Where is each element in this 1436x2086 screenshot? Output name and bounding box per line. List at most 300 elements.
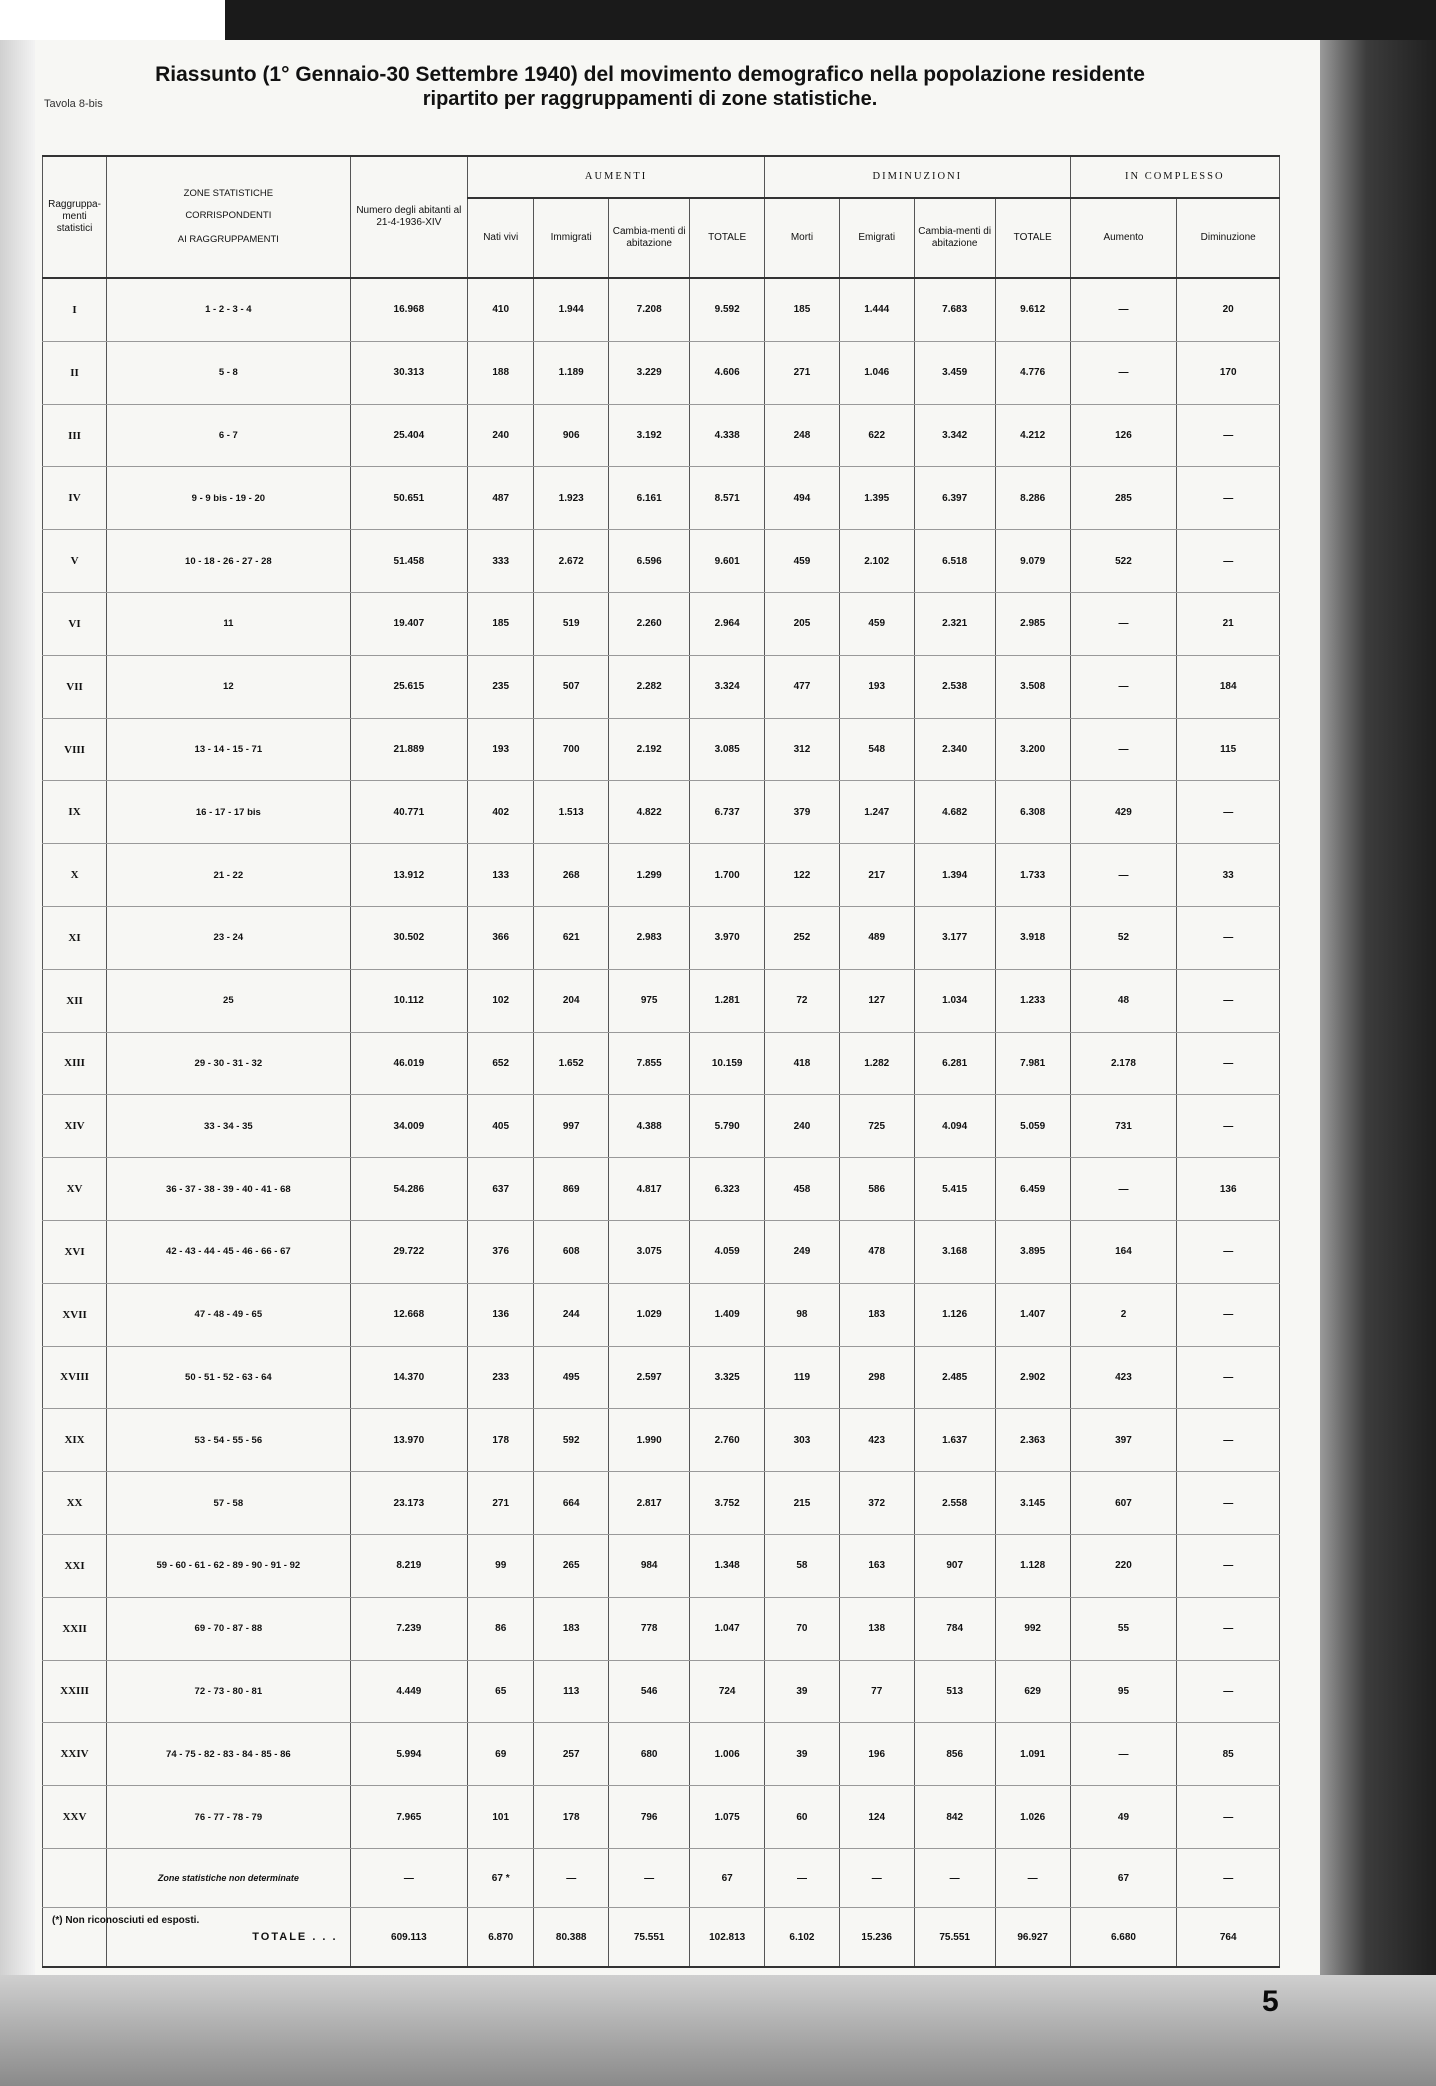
cell-totale-diminuzioni: 6.308 [995,781,1070,844]
cell-raggruppamento: XIII [43,1032,107,1095]
cell-zone: 6 - 7 [107,404,351,467]
cell-zone: 74 - 75 - 82 - 83 - 84 - 85 - 86 [107,1723,351,1786]
cell-aumento: 2.178 [1070,1032,1177,1095]
cell-cambiamenti-diminuzioni: 6.397 [914,467,995,530]
cell-diminuzione: — [1177,1534,1280,1597]
table-row [43,467,1280,530]
header-aumento: Aumento [1070,198,1177,278]
cell-nati-vivi: 333 [468,530,534,593]
table-row [43,718,1280,781]
cell-raggruppamento: XXII [43,1597,107,1660]
cell-raggruppamento: XII [43,969,107,1032]
cell-emigrati: 1.444 [839,278,914,341]
cell-cambiamenti-diminuzioni: 2.321 [914,593,995,656]
cell-diminuzione: 85 [1177,1723,1280,1786]
cell-abitanti: 25.615 [350,655,467,718]
cell-aumento: 423 [1070,1346,1177,1409]
cell-abitanti: 609.113 [350,1908,467,1968]
cell-abitanti: 25.404 [350,404,467,467]
cell-immigrati: 1.652 [534,1032,609,1095]
cell-zone: 69 - 70 - 87 - 88 [107,1597,351,1660]
cell-raggruppamento: I [43,278,107,341]
cell-cambiamenti-aumenti: — [609,1849,690,1908]
cell-diminuzione: 20 [1177,278,1280,341]
cell-zone: 76 - 77 - 78 - 79 [107,1786,351,1849]
cell-totale-aumenti: 3.324 [690,655,765,718]
cell-diminuzione: — [1177,1095,1280,1158]
cell-totale-aumenti: 9.592 [690,278,765,341]
cell-zone: 50 - 51 - 52 - 63 - 64 [107,1346,351,1409]
cell-aumento: — [1070,844,1177,907]
cell-raggruppamento: XVII [43,1283,107,1346]
cell-cambiamenti-diminuzioni: 3.177 [914,907,995,970]
cell-morti: 6.102 [765,1908,840,1968]
cell-emigrati: 548 [839,718,914,781]
header-diminuzione: Diminuzione [1177,198,1280,278]
cell-emigrati: 15.236 [839,1908,914,1968]
cell-totale-diminuzioni: 2.985 [995,593,1070,656]
table-row [43,1220,1280,1283]
table-row [43,404,1280,467]
cell-nati-vivi: 102 [468,969,534,1032]
cell-emigrati: 372 [839,1472,914,1535]
cell-raggruppamento: VIII [43,718,107,781]
header-cambiamenti-diminuzioni: Cambia-menti di abitazione [914,198,995,278]
header-raggruppamenti: Raggruppa-menti statistici [43,156,107,278]
cell-totale-diminuzioni: 992 [995,1597,1070,1660]
cell-raggruppamento: V [43,530,107,593]
table-row [43,1032,1280,1095]
cell-morti: 185 [765,278,840,341]
cell-morti: 240 [765,1095,840,1158]
cell-morti: 459 [765,530,840,593]
cell-aumento: 164 [1070,1220,1177,1283]
cell-cambiamenti-diminuzioni: 784 [914,1597,995,1660]
cell-immigrati: 869 [534,1158,609,1221]
cell-cambiamenti-diminuzioni: 6.281 [914,1032,995,1095]
cell-cambiamenti-aumenti: 1.990 [609,1409,690,1472]
cell-nati-vivi: 65 [468,1660,534,1723]
cell-emigrati: 1.247 [839,781,914,844]
cell-raggruppamento: XVIII [43,1346,107,1409]
cell-totale-aumenti: 3.085 [690,718,765,781]
cell-aumento: 522 [1070,530,1177,593]
cell-nati-vivi: 193 [468,718,534,781]
cell-cambiamenti-diminuzioni: 2.485 [914,1346,995,1409]
left-margin [0,40,35,2086]
cell-emigrati: 124 [839,1786,914,1849]
cell-immigrati: — [534,1849,609,1908]
cell-totale-aumenti: 4.606 [690,341,765,404]
cell-nati-vivi: 185 [468,593,534,656]
cell-aumento: 55 [1070,1597,1177,1660]
cell-emigrati: 1.282 [839,1032,914,1095]
cell-immigrati: 1.189 [534,341,609,404]
cell-immigrati: 80.388 [534,1908,609,1968]
cell-abitanti: — [350,1849,467,1908]
cell-aumento: — [1070,1723,1177,1786]
cell-cambiamenti-aumenti: 4.822 [609,781,690,844]
cell-totale-aumenti: 3.752 [690,1472,765,1535]
table-row [43,341,1280,404]
cell-zone: 10 - 18 - 26 - 27 - 28 [107,530,351,593]
table-row [43,593,1280,656]
cell-zone: 1 - 2 - 3 - 4 [107,278,351,341]
cell-aumento: 49 [1070,1786,1177,1849]
cell-nati-vivi: 487 [468,467,534,530]
cell-totale-diminuzioni: 6.459 [995,1158,1070,1221]
cell-emigrati: 196 [839,1723,914,1786]
cell-totale-diminuzioni: 1.733 [995,844,1070,907]
cell-totale-diminuzioni: 1.091 [995,1723,1070,1786]
cell-totale-aumenti: 1.281 [690,969,765,1032]
table-row [43,1472,1280,1535]
cell-cambiamenti-aumenti: 75.551 [609,1908,690,1968]
cell-abitanti: 13.912 [350,844,467,907]
cell-aumento: — [1070,1158,1177,1221]
cell-diminuzione: 136 [1177,1158,1280,1221]
cell-totale-diminuzioni: 4.212 [995,404,1070,467]
cell-cambiamenti-diminuzioni: 1.637 [914,1409,995,1472]
cell-immigrati: 519 [534,593,609,656]
cell-cambiamenti-diminuzioni: 2.538 [914,655,995,718]
header-totale-aumenti: TOTALE [690,198,765,278]
cell-totale-aumenti: 4.059 [690,1220,765,1283]
cell-diminuzione: — [1177,1220,1280,1283]
cell-emigrati: 478 [839,1220,914,1283]
table-row [43,1660,1280,1723]
cell-zone: 47 - 48 - 49 - 65 [107,1283,351,1346]
cell-immigrati: 1.944 [534,278,609,341]
cell-cambiamenti-diminuzioni: 1.394 [914,844,995,907]
page-title: Riassunto (1° Gennaio-30 Settembre 1940) del movimento demografico nella popolazione residente [155,63,1145,86]
cell-aumento: 429 [1070,781,1177,844]
table-row [43,1283,1280,1346]
cell-diminuzione: — [1177,1283,1280,1346]
cell-zone: 42 - 43 - 44 - 45 - 46 - 66 - 67 [107,1220,351,1283]
cell-totale-aumenti: 5.790 [690,1095,765,1158]
header-immigrati: Immigrati [534,198,609,278]
cell-diminuzione: — [1177,1032,1280,1095]
cell-totale-aumenti: 1.700 [690,844,765,907]
cell-nati-vivi: 101 [468,1786,534,1849]
cell-abitanti: 40.771 [350,781,467,844]
cell-cambiamenti-aumenti: 6.161 [609,467,690,530]
cell-cambiamenti-diminuzioni: 856 [914,1723,995,1786]
cell-abitanti: 4.449 [350,1660,467,1723]
cell-cambiamenti-diminuzioni: 3.342 [914,404,995,467]
cell-cambiamenti-diminuzioni: 907 [914,1534,995,1597]
cell-totale-aumenti: 1.409 [690,1283,765,1346]
cell-cambiamenti-diminuzioni: 7.683 [914,278,995,341]
cell-nati-vivi: 136 [468,1283,534,1346]
cell-totale-diminuzioni: 3.895 [995,1220,1070,1283]
cell-nati-vivi: 178 [468,1409,534,1472]
cell-diminuzione: — [1177,969,1280,1032]
cell-aumento: — [1070,341,1177,404]
cell-totale-aumenti: 1.006 [690,1723,765,1786]
cell-nati-vivi: 133 [468,844,534,907]
cell-zone: 5 - 8 [107,341,351,404]
cell-morti: 70 [765,1597,840,1660]
cell-immigrati: 906 [534,404,609,467]
header-morti: Morti [765,198,840,278]
cell-totale-aumenti: 1.047 [690,1597,765,1660]
cell-totale-diminuzioni: 2.902 [995,1346,1070,1409]
table-row [43,844,1280,907]
cell-emigrati: 459 [839,593,914,656]
cell-immigrati: 592 [534,1409,609,1472]
cell-diminuzione: — [1177,1409,1280,1472]
cell-totale-diminuzioni: 1.026 [995,1786,1070,1849]
cell-totale-diminuzioni: 3.145 [995,1472,1070,1535]
cell-cambiamenti-aumenti: 2.597 [609,1346,690,1409]
cell-diminuzione: — [1177,404,1280,467]
table-row [43,278,1280,341]
cell-aumento: 48 [1070,969,1177,1032]
cell-morti: 458 [765,1158,840,1221]
cell-cambiamenti-aumenti: 4.817 [609,1158,690,1221]
table-row [43,969,1280,1032]
cell-abitanti: 54.286 [350,1158,467,1221]
cell-aumento: 731 [1070,1095,1177,1158]
cell-cambiamenti-aumenti: 1.029 [609,1283,690,1346]
cell-immigrati: 621 [534,907,609,970]
cell-totale-aumenti: 8.571 [690,467,765,530]
cell-cambiamenti-aumenti: 2.817 [609,1472,690,1535]
cell-nati-vivi: 233 [468,1346,534,1409]
cell-cambiamenti-diminuzioni: 5.415 [914,1158,995,1221]
table-row [43,1158,1280,1221]
header-nati-vivi: Nati vivi [468,198,534,278]
cell-abitanti: 29.722 [350,1220,467,1283]
cell-emigrati: 586 [839,1158,914,1221]
cell-morti: 494 [765,467,840,530]
row-totale [43,1908,1280,1968]
cell-immigrati: 268 [534,844,609,907]
cell-cambiamenti-diminuzioni: 3.459 [914,341,995,404]
cell-cambiamenti-diminuzioni: 513 [914,1660,995,1723]
cell-emigrati: 163 [839,1534,914,1597]
cell-diminuzione: — [1177,530,1280,593]
cell-diminuzione: 184 [1177,655,1280,718]
cell-cambiamenti-aumenti: 2.983 [609,907,690,970]
cell-diminuzione: — [1177,1346,1280,1409]
cell-cambiamenti-aumenti: 4.388 [609,1095,690,1158]
footnote: (*) Non riconosciuti ed esposti. [52,1915,200,1926]
table-row [43,907,1280,970]
cell-cambiamenti-aumenti: 7.855 [609,1032,690,1095]
cell-totale-diminuzioni: 9.612 [995,278,1070,341]
cell-totale-diminuzioni: 1.128 [995,1534,1070,1597]
cell-aumento: — [1070,593,1177,656]
cell-diminuzione: 764 [1177,1908,1280,1968]
cell-raggruppamento: IX [43,781,107,844]
cell-totale-diminuzioni: 8.286 [995,467,1070,530]
cell-aumento: 397 [1070,1409,1177,1472]
cell-immigrati: 1.923 [534,467,609,530]
cell-morti: 58 [765,1534,840,1597]
cell-cambiamenti-diminuzioni: 842 [914,1786,995,1849]
cell-zone: 36 - 37 - 38 - 39 - 40 - 41 - 68 [107,1158,351,1221]
cell-abitanti: 21.889 [350,718,467,781]
cell-morti: 215 [765,1472,840,1535]
cell-totale-aumenti: 2.760 [690,1409,765,1472]
cell-zone: 59 - 60 - 61 - 62 - 89 - 90 - 91 - 92 [107,1534,351,1597]
header-zone-line3: AI RAGGRUPPAMENTI [177,234,279,245]
cell-aumento: 2 [1070,1283,1177,1346]
header-totale-diminuzioni: TOTALE [995,198,1070,278]
cell-totale-aumenti: 1.075 [690,1786,765,1849]
cell-abitanti: 7.239 [350,1597,467,1660]
statistics-table [42,155,1280,1968]
cell-totale-diminuzioni: 5.059 [995,1095,1070,1158]
cell-immigrati: 495 [534,1346,609,1409]
cell-abitanti: 23.173 [350,1472,467,1535]
cell-nati-vivi: 99 [468,1534,534,1597]
table-number: Tavola 8-bis [44,98,103,110]
cell-diminuzione: — [1177,1660,1280,1723]
cell-totale-aumenti: 3.970 [690,907,765,970]
cell-zone: 11 [107,593,351,656]
page-subtitle: ripartito per raggruppamenti di zone statistiche. [422,88,878,110]
cell-nati-vivi: 366 [468,907,534,970]
cell-zone: 12 [107,655,351,718]
cell-empty [43,1849,107,1908]
cell-immigrati: 997 [534,1095,609,1158]
cell-morti: 60 [765,1786,840,1849]
cell-cambiamenti-diminuzioni: 3.168 [914,1220,995,1283]
cell-nati-vivi: 402 [468,781,534,844]
cell-diminuzione: 33 [1177,844,1280,907]
table-row [43,1346,1280,1409]
cell-abitanti: 30.502 [350,907,467,970]
cell-zone: 57 - 58 [107,1472,351,1535]
cell-totale-diminuzioni: 3.918 [995,907,1070,970]
cell-nati-vivi: 6.870 [468,1908,534,1968]
table-row [43,1597,1280,1660]
cell-totale-aumenti: 1.348 [690,1534,765,1597]
book-spine-shadow [1320,40,1436,2086]
cell-cambiamenti-aumenti: 3.192 [609,404,690,467]
cell-aumento: — [1070,278,1177,341]
cell-raggruppamento: IV [43,467,107,530]
cell-zone: 29 - 30 - 31 - 32 [107,1032,351,1095]
cell-raggruppamento: VI [43,593,107,656]
cell-emigrati: 183 [839,1283,914,1346]
cell-abitanti: 8.219 [350,1534,467,1597]
cell-abitanti: 51.458 [350,530,467,593]
cell-diminuzione: — [1177,781,1280,844]
cell-aumento: 6.680 [1070,1908,1177,1968]
cell-morti: 418 [765,1032,840,1095]
cell-totale-diminuzioni: 3.508 [995,655,1070,718]
cell-aumento: 607 [1070,1472,1177,1535]
table-row [43,1095,1280,1158]
table-row [43,781,1280,844]
cell-diminuzione: — [1177,1849,1280,1908]
cell-cambiamenti-aumenti: 3.229 [609,341,690,404]
cell-abitanti: 30.313 [350,341,467,404]
cell-raggruppamento: XIV [43,1095,107,1158]
cell-cambiamenti-aumenti: 6.596 [609,530,690,593]
cell-raggruppamento: XVI [43,1220,107,1283]
cell-raggruppamento: XXI [43,1534,107,1597]
cell-abitanti: 12.668 [350,1283,467,1346]
cell-abitanti: 10.112 [350,969,467,1032]
cell-totale-aumenti: 6.737 [690,781,765,844]
cell-nati-vivi: 240 [468,404,534,467]
cell-cambiamenti-aumenti: 680 [609,1723,690,1786]
cell-abitanti: 7.965 [350,1786,467,1849]
header-cambiamenti-aumenti: Cambia-menti di abitazione [609,198,690,278]
cell-raggruppamento: XXIII [43,1660,107,1723]
cell-nati-vivi: 271 [468,1472,534,1535]
cell-morti: 271 [765,341,840,404]
cell-nati-vivi: 410 [468,278,534,341]
cell-zone: 13 - 14 - 15 - 71 [107,718,351,781]
cell-zone: 53 - 54 - 55 - 56 [107,1409,351,1472]
cell-emigrati: 193 [839,655,914,718]
cell-cambiamenti-aumenti: 2.282 [609,655,690,718]
cell-raggruppamento: XV [43,1158,107,1221]
header-zone-line2: CORRISPONDENTI [185,210,272,221]
cell-abitanti: 14.370 [350,1346,467,1409]
cell-diminuzione: — [1177,1472,1280,1535]
cell-emigrati: 423 [839,1409,914,1472]
cell-diminuzione: 170 [1177,341,1280,404]
cell-cambiamenti-aumenti: 546 [609,1660,690,1723]
cell-nati-vivi: 188 [468,341,534,404]
cell-emigrati: 217 [839,844,914,907]
cell-diminuzione: 21 [1177,593,1280,656]
cell-aumento: 285 [1070,467,1177,530]
cell-raggruppamento: XIX [43,1409,107,1472]
cell-nati-vivi: 235 [468,655,534,718]
cell-aumento: 126 [1070,404,1177,467]
cell-nati-vivi: 376 [468,1220,534,1283]
cell-immigrati: 244 [534,1283,609,1346]
cell-immigrati: 608 [534,1220,609,1283]
cell-morti: 39 [765,1660,840,1723]
table-row [43,530,1280,593]
cell-immigrati: 507 [534,655,609,718]
table-row [43,1786,1280,1849]
cell-morti: 119 [765,1346,840,1409]
cell-aumento: 95 [1070,1660,1177,1723]
cell-totale-aumenti: 10.159 [690,1032,765,1095]
cell-emigrati: 1.395 [839,467,914,530]
cell-cambiamenti-aumenti: 778 [609,1597,690,1660]
cell-totale-diminuzioni: 96.927 [995,1908,1070,1968]
cell-nati-vivi: 405 [468,1095,534,1158]
cell-raggruppamento: III [43,404,107,467]
page-number: 5 [1262,1985,1279,2018]
cell-aumento: — [1070,718,1177,781]
cell-abitanti: 16.968 [350,278,467,341]
cell-abitanti: 5.994 [350,1723,467,1786]
row-non-determinate [43,1849,1280,1908]
cell-abitanti: 13.970 [350,1409,467,1472]
cell-immigrati: 204 [534,969,609,1032]
table-row [43,1723,1280,1786]
cell-totale-diminuzioni: 1.233 [995,969,1070,1032]
cell-nati-vivi: 86 [468,1597,534,1660]
cell-zone: 9 - 9 bis - 19 - 20 [107,467,351,530]
cell-abitanti: 19.407 [350,593,467,656]
cell-emigrati: 77 [839,1660,914,1723]
cell-nati-vivi: 637 [468,1158,534,1221]
